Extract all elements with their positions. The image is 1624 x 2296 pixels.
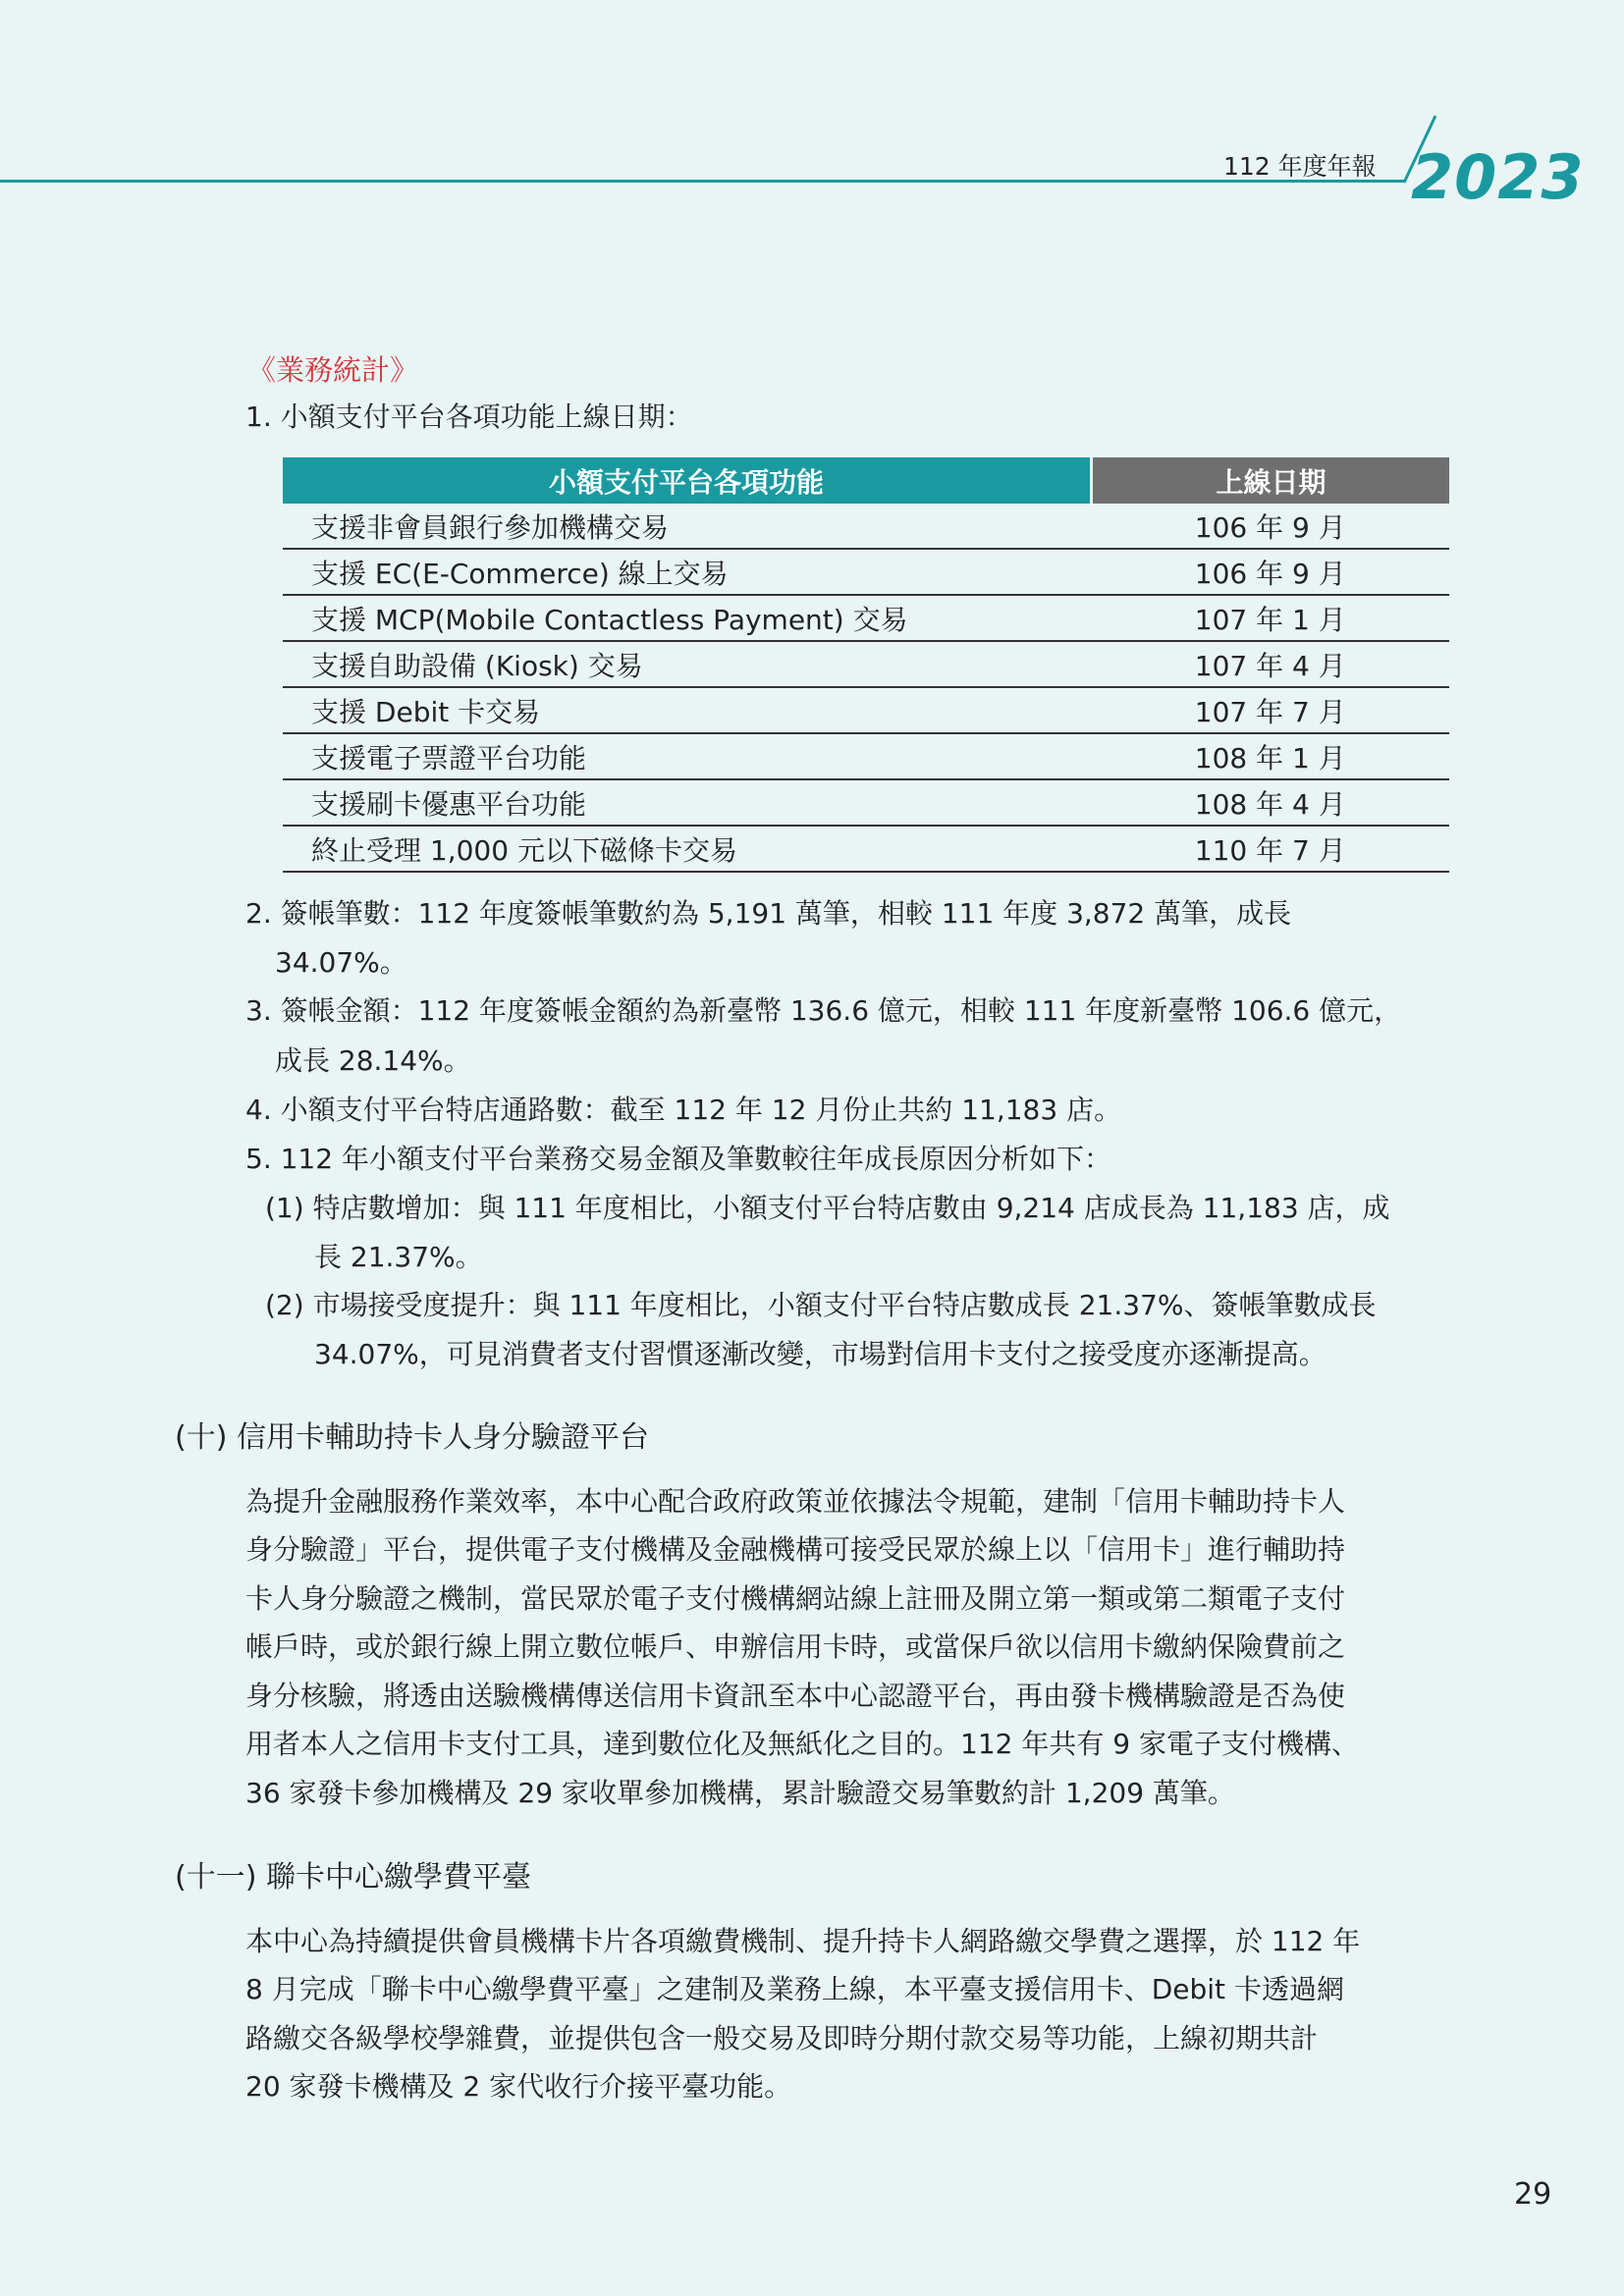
- table-header-date: 上線日期: [1092, 457, 1450, 504]
- section11-line: 20 家發卡機構及 2 家代收行介接平臺功能。: [245, 2070, 792, 2103]
- table-row: [283, 641, 1449, 687]
- section10-line: 36 家發卡參加機構及 29 家收單參加機構，累計驗證交易筆數約計 1,209 萬筆。: [245, 1777, 1235, 1809]
- section10-line: 卡人身分驗證之機制，當民眾於電子支付機構網站線上註冊及開立第一類或第二類電子支付: [245, 1582, 1346, 1615]
- feature-cell: 支援自助設備 (Kiosk) 交易: [283, 641, 1092, 687]
- feature-cell: 終止受理 1,000 元以下磁條卡交易: [283, 826, 1092, 872]
- item2-line2: 34.07%。: [275, 946, 407, 979]
- date-cell: 107 年 1 月: [1092, 595, 1450, 641]
- item2-line1: 2. 簽帳筆數：112 年度簽帳筆數約為 5,191 萬筆，相較 111 年度 3,872 萬筆，成長: [245, 897, 1292, 930]
- item5-sub1-line1: (1) 特店數增加：與 111 年度相比，小額支付平台特店數由 9,214 店成長為 11,183 店，成: [265, 1192, 1390, 1224]
- feature-cell: 支援非會員銀行參加機構交易: [283, 504, 1092, 549]
- table-row: [283, 549, 1449, 595]
- date-cell: 110 年 7 月: [1092, 826, 1450, 872]
- feature-cell: 支援 EC(E-Commerce) 線上交易: [283, 549, 1092, 595]
- section10-line: 為提升金融服務作業效率，本中心配合政府政策並依據法令規範，建制「信用卡輔助持卡人: [245, 1485, 1346, 1518]
- item5-title: 5. 112 年小額支付平台業務交易金額及筆數較往年成長原因分析如下：: [245, 1143, 1111, 1175]
- item5-sub2-line1: (2) 市場接受度提升：與 111 年度相比，小額支付平台特店數成長 21.37%、簽帳筆數成長: [265, 1289, 1377, 1321]
- page-number: 29: [1514, 2177, 1552, 2212]
- section11-line: 本中心為持續提供會員機構卡片各項繳費機制、提升持卡人網路繳交學費之選擇，於 112 年: [245, 1925, 1361, 1957]
- section10-line: 帳戶時，或於銀行線上開立數位帳戶、申辦信用卡時，或當保戶欲以信用卡繳納保險費前之: [245, 1630, 1346, 1663]
- date-cell: 107 年 4 月: [1092, 641, 1450, 687]
- section10-line: 身分核驗，將透由送驗機構傳送信用卡資訊至本中心認證平台，再由發卡機構驗證是否為使: [245, 1680, 1346, 1712]
- feature-cell: 支援 MCP(Mobile Contactless Payment) 交易: [283, 595, 1092, 641]
- date-cell: 106 年 9 月: [1092, 549, 1450, 595]
- table-header-feature: 小額支付平台各項功能: [283, 457, 1092, 504]
- item3-line2: 成長 28.14%。: [275, 1044, 471, 1077]
- section11-line: 8 月完成「聯卡中心繳學費平臺」之建制及業務上線，本平臺支援信用卡、Debit 卡透過網: [245, 1973, 1344, 2005]
- section-title: 《業務統計》: [247, 353, 419, 387]
- header-slash-decoration: [0, 0, 1624, 236]
- item5-sub2-line2: 34.07%，可見消費者支付習慣逐漸改變，市場對信用卡支付之接受度亦逐漸提高。: [314, 1338, 1326, 1370]
- section11-line: 路繳交各級學校學雜費，並提供包含一般交易及即時分期付款交易等功能，上線初期共計: [245, 2022, 1319, 2055]
- table-row: [283, 595, 1449, 641]
- table-row: [283, 687, 1449, 733]
- item1-title: 1. 小額支付平台各項功能上線日期：: [245, 400, 693, 433]
- section10-line: 身分驗證」平台，提供電子支付機構及金融機構可接受民眾於線上以「信用卡」進行輔助持: [245, 1533, 1346, 1566]
- feature-launch-table: [283, 457, 1449, 873]
- table-row: [283, 826, 1449, 872]
- date-cell: 107 年 7 月: [1092, 687, 1450, 733]
- table-row: [283, 779, 1449, 826]
- table-row: [283, 504, 1449, 549]
- section10-line: 用者本人之信用卡支付工具，達到數位化及無紙化之目的。112 年共有 9 家電子支付機構、: [245, 1728, 1359, 1760]
- report-label: 112 年度年報: [1223, 152, 1377, 181]
- item4-line: 4. 小額支付平台特店通路數：截至 112 年 12 月份止共約 11,183 店。: [245, 1094, 1122, 1126]
- section10-heading: (十) 信用卡輔助持卡人身分驗證平台: [175, 1420, 649, 1455]
- date-cell: 108 年 1 月: [1092, 733, 1450, 779]
- feature-cell: 支援刷卡優惠平台功能: [283, 779, 1092, 826]
- item5-sub1-line2: 長 21.37%。: [314, 1241, 483, 1273]
- section11-heading: (十一) 聯卡中心繳學費平臺: [175, 1860, 531, 1895]
- report-year: 2023: [1411, 141, 1585, 213]
- feature-cell: 支援電子票證平台功能: [283, 733, 1092, 779]
- table-row: [283, 733, 1449, 779]
- date-cell: 108 年 4 月: [1092, 779, 1450, 826]
- item3-line1: 3. 簽帳金額：112 年度簽帳金額約為新臺幣 136.6 億元，相較 111 年度新臺幣 106.6 億元，: [245, 994, 1402, 1027]
- date-cell: 106 年 9 月: [1092, 504, 1450, 549]
- feature-cell: 支援 Debit 卡交易: [283, 687, 1092, 733]
- table-header-row: [283, 457, 1449, 504]
